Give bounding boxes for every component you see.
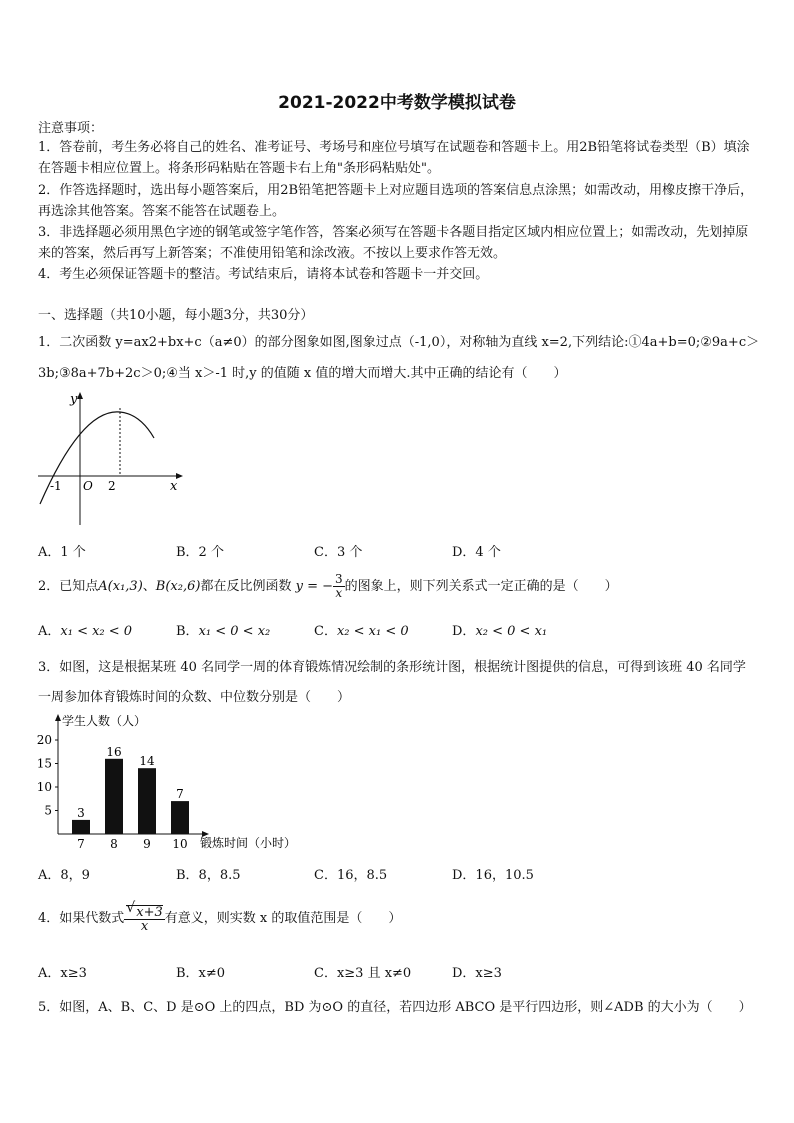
q1-parabola-graph (36, 390, 186, 530)
q4-prefix: 4．如果代数式 (38, 911, 125, 926)
q2-option-a (38, 620, 132, 639)
graph-x-label: x (170, 479, 178, 494)
x-tick-label: 9 (143, 837, 151, 851)
y-axis-arrow (77, 392, 83, 399)
q2-option-d (452, 620, 547, 639)
bar-9 (138, 768, 156, 834)
q1-option-a: A．1 个 (38, 545, 86, 560)
q2-option-a-letter: A． (38, 624, 61, 639)
q3-option-c: C．16，8.5 (314, 868, 388, 883)
q4-option-a: A．x≥3 (38, 966, 87, 981)
graph-y-label: y (70, 392, 78, 407)
q2-func-den: x (335, 586, 343, 600)
notice-item-1: 1．答卷前，考生务必将自己的姓名、准考证号、考场号和座位号填写在试题卷和答题卡上。用2B铅笔将试卷类型（B）填涂在答题卡相应位置上。将条形码粘贴在答题卡右上角"条形码粘贴处"。 (38, 140, 750, 176)
q2-mid: 都在反比例函数 (200, 579, 292, 594)
q2-option-a-expr: x₁ < x₂ < 0 (60, 624, 133, 639)
page-title: 2021-2022中考数学模拟试卷 (278, 93, 516, 113)
y-tick-label: 5 (44, 803, 52, 818)
bar-10 (171, 801, 189, 834)
notice-item-2: 2．作答选择题时，选出每小题答案后，用2B铅笔把答题卡上对应题目选项的答案信息点涂黑；如需改动，用橡皮擦干净后，再选涂其他答案。答案不能答在试题卷上。 (38, 183, 754, 219)
q2-option-c-letter: C． (314, 624, 337, 639)
q1-option-d: D．4 个 (452, 545, 501, 560)
y-tick-label: 15 (36, 756, 52, 771)
graph-origin: O (83, 479, 93, 493)
chart-y-arrow (55, 714, 61, 721)
bar-value-label: 3 (77, 805, 85, 820)
q5-stem: 5．如图，A、B、C、D 是⊙O 上的四点，BD 为⊙O 的直径，若四边形 ABCO 是平行四边形，则∠ADB 的大小为（ ） (38, 1000, 752, 1015)
q2-option-b-expr: x₁ < 0 < x₂ (198, 624, 271, 639)
section-heading: 一、选择题（共10小题，每小题3分，共30分） (38, 308, 314, 323)
notice-item-3: 3．非选择题必须用黑色字迹的钢笔或签字笔作答，答案必须写在答题卡各题目指定区域内相应位置上；如需改动，先划掉原来的答案，然后再写上新答案；不准使用铅笔和涂改液。不按以上要求作答无效。 (38, 225, 749, 261)
x-tick-label: 10 (172, 837, 188, 851)
q2-sep: 、 (142, 579, 156, 594)
bar-value-label: 14 (139, 754, 155, 769)
q2-option-b-letter: B． (176, 624, 199, 639)
q3-option-a: A．8，9 (38, 868, 90, 883)
bar-value-label: 16 (106, 744, 122, 759)
bar-value-label: 7 (176, 787, 184, 802)
q4-option-b: B．x≠0 (176, 966, 226, 981)
q2-option-c-expr: x₂ < x₁ < 0 (336, 624, 409, 639)
chart-x-label: 锻炼时间（小时） (200, 836, 297, 850)
q4-option-c: C．x≥3 且 x≠0 (314, 966, 412, 981)
q3-option-d: D．16，10.5 (452, 868, 534, 883)
q1-option-c: C．3 个 (314, 545, 363, 560)
q2-option-c (314, 620, 409, 639)
bar-7 (72, 820, 90, 834)
q4-suffix: 有意义，则实数 x 的取值范围是（ ） (164, 911, 402, 926)
q4-stem (38, 898, 401, 940)
q1-line2: 3b;③8a+7b+2c＞0;④当 x＞-1 时,y 的值随 x 值的增大而增大.其中正确的结论有（ ） (38, 366, 567, 381)
q2-point-b: B(x₂,6) (155, 579, 201, 594)
q2-suffix: 的图象上，则下列关系式一定正确的是（ ） (344, 579, 618, 594)
q4-sqrt: √ x+3 (126, 905, 163, 919)
y-tick-label: 10 (36, 780, 52, 794)
notice-item-4: 4．考生必须保证答题卡的整洁。考试结束后，请将本试卷和答题卡一并交回。 (38, 267, 489, 282)
graph-tick-neg1: -1 (50, 479, 62, 493)
q3-option-b: B．8，8.5 (176, 868, 241, 883)
q2-option-b (176, 620, 270, 639)
q3-bar-chart (34, 712, 324, 854)
q2-option-d-expr: x₂ < 0 < x₁ (475, 624, 548, 639)
q3-stem: 3．如图，这是根据某班 40 名同学一周的体育锻炼情况绘制的条形统计图，根据统计图提供的信息，可得到该班 40 名同学一周参加体育锻炼时间的众数、中位数分别是（ ） (38, 660, 746, 705)
x-tick-label: 8 (110, 837, 118, 851)
q4-denominator: x (140, 918, 149, 934)
q2-func-num: 3 (335, 572, 343, 586)
q4-option-d: D．x≥3 (452, 966, 502, 981)
q4-fraction (124, 905, 165, 933)
q2-prefix: 2．已知点 (38, 579, 99, 594)
graph-tick-2: 2 (108, 479, 116, 493)
notice-heading: 注意事项： (38, 121, 104, 136)
q2-func-lhs: y = − (295, 579, 333, 594)
q1-line1: 1．二次函数 y=ax2+bx+c（a≠0）的部分图象如图,图象过点（-1,0），对称轴为直线 x=2,下列结论:①4a+b=0;②9a+c＞ (38, 335, 760, 350)
y-tick-label: 20 (36, 733, 52, 747)
q2-stem (38, 572, 618, 602)
q2-option-d-letter: D． (452, 624, 476, 639)
q2-func-fraction (333, 573, 345, 600)
q2-point-a: A(x₁,3) (98, 579, 143, 594)
q4-numerator (124, 905, 165, 920)
x-tick-label: 7 (77, 837, 85, 851)
chart-y-label: 学生人数（人） (62, 714, 147, 728)
bar-8 (105, 759, 123, 834)
q1-option-b: B．2 个 (176, 545, 224, 560)
